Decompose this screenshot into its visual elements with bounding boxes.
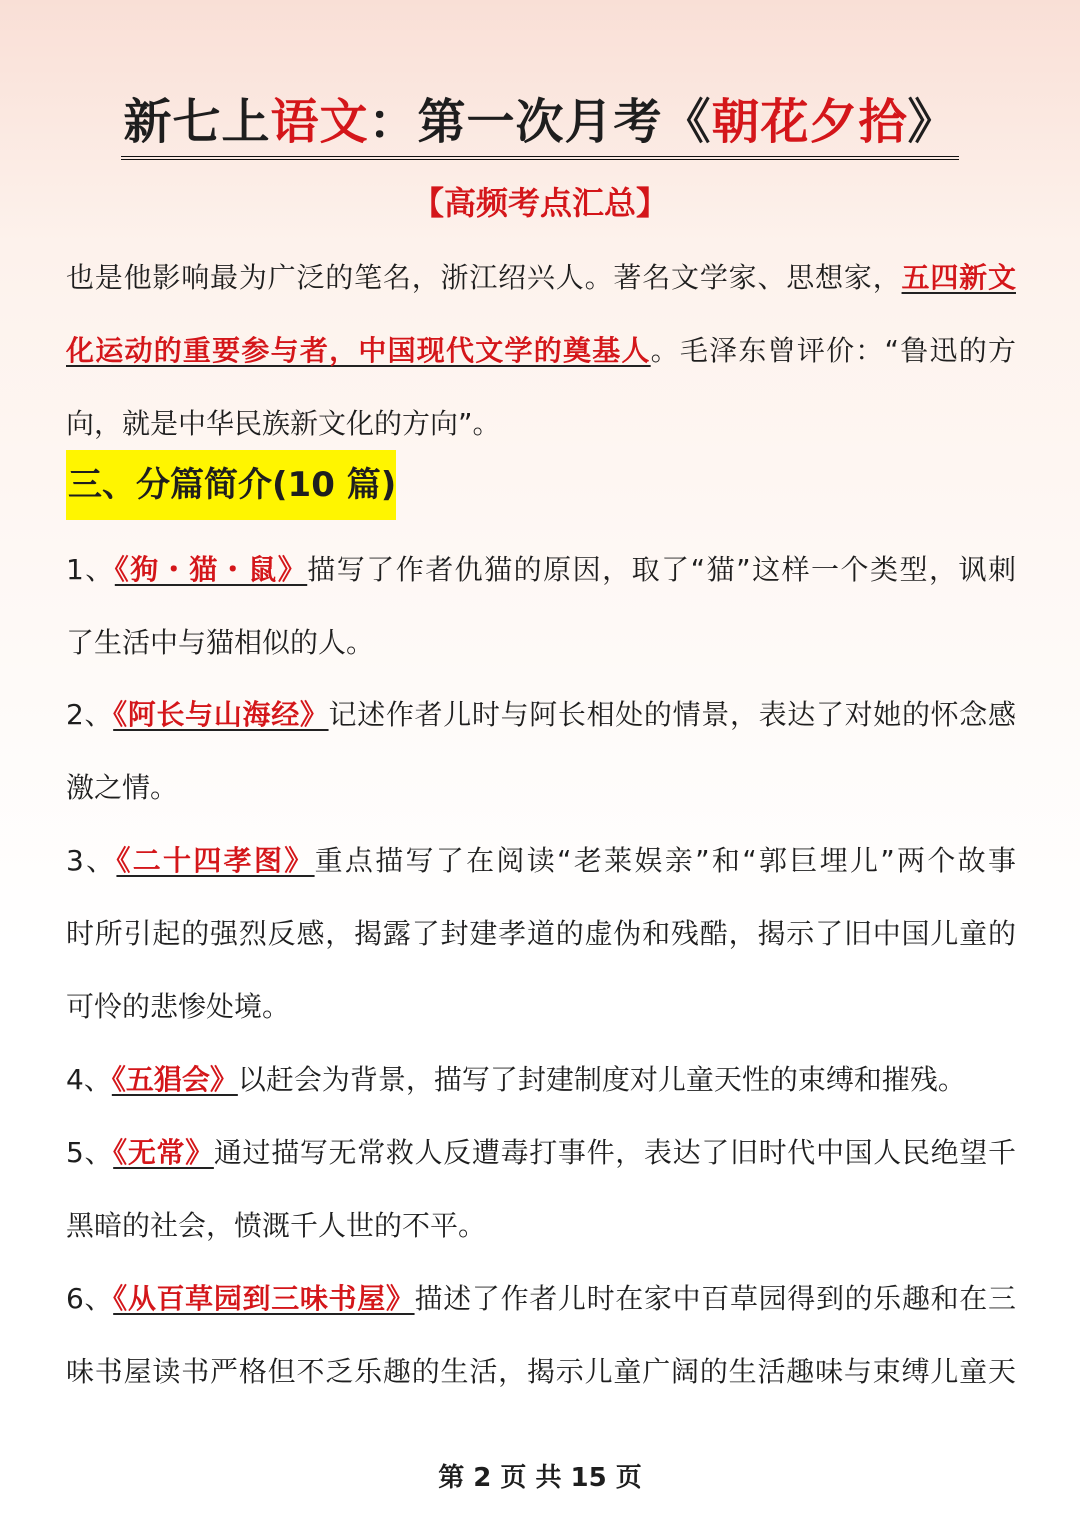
entry-text: 描述了作者儿时在家中百草园得到的乐趣和在三: [414, 1282, 1016, 1315]
entry-text: 重点描写了在阅读“老莱娱亲”和“郭巨埋儿”两个故事: [314, 844, 1016, 877]
title-part3: ：第一次月考《: [368, 94, 712, 150]
title-part2: 语文: [270, 94, 369, 150]
entry-number: 1、: [66, 553, 115, 586]
title-part5: 》: [907, 94, 957, 150]
entry-number: 4、: [66, 1063, 112, 1096]
intro-highlight-1: 五四新文: [901, 261, 1016, 294]
book-title: 《无常》: [113, 1136, 214, 1169]
entry-2-line-2: 激之情。: [66, 771, 179, 804]
intro-line-1: [66, 253, 1016, 303]
intro-line-3: 向，就是中华民族新文化的方向”。: [66, 407, 501, 440]
entry-number: 2、: [66, 698, 114, 731]
page-number: 第 2 页 共 15 页: [438, 1463, 642, 1493]
entry-6-line-1: [66, 1274, 1016, 1324]
entry-3-line-3: 可怜的悲惨处境。: [66, 990, 291, 1023]
entry-3-line-2: 时所引起的强烈反感，揭露了封建孝道的虚伪和残酷，揭示了旧中国儿童的: [66, 917, 1016, 950]
book-title: 《从百草园到三味书屋》: [113, 1282, 415, 1315]
title-part1: 新七上: [123, 94, 271, 150]
section-heading: 三、分篇简介(10 篇): [66, 450, 396, 520]
title-wrap: [0, 92, 1080, 160]
entry-text: 通过描写无常救人反遭毒打事件，表达了旧时代中国人民绝望千: [213, 1136, 1016, 1169]
book-title: 《五猖会》: [111, 1063, 238, 1096]
entry-3-line-1: [66, 836, 1016, 886]
entry-number: 6、: [66, 1282, 114, 1315]
intro-highlight-2: 化运动的重要参与者，中国现代文学的奠基人: [66, 334, 651, 367]
page-title: [121, 92, 958, 160]
entry-6-line-2: 味书屋读书严格但不乏乐趣的生活，揭示儿童广阔的生活趣味与束缚儿童天: [66, 1355, 1016, 1388]
page-subtitle: 【高频考点汇总】: [411, 184, 668, 222]
entry-1-line-1: [66, 545, 1016, 595]
book-title: 《狗・猫・鼠》: [114, 553, 308, 586]
entry-number: 3、: [66, 844, 117, 877]
entry-text: 描写了作者仇猫的原因，取了“猫”这样一个类型，讽刺: [307, 553, 1016, 586]
entry-4-line-1: [66, 1055, 1016, 1105]
entry-number: 5、: [66, 1136, 114, 1169]
intro-line-2: [66, 326, 1016, 376]
intro-text-1: 也是他影响最为广泛的笔名，浙江绍兴人。著名文学家、思想家，: [66, 261, 902, 294]
entry-text: 以赶会为背景，描写了封建制度对儿童天性的束缚和摧残。: [237, 1063, 966, 1096]
entry-1-line-2: 了生活中与猫相似的人。: [66, 626, 375, 659]
entry-2-line-1: [66, 690, 1016, 740]
title-part4: 朝花夕拾: [711, 94, 908, 150]
book-title: 《阿长与山海经》: [113, 698, 329, 731]
entry-text: 记述作者儿时与阿长相处的情景，表达了对她的怀念感: [328, 698, 1016, 731]
book-title: 《二十四孝图》: [116, 844, 315, 877]
entry-5-line-2: 黑暗的社会，愤溉千人世的不平。: [66, 1209, 487, 1242]
entry-5-line-1: [66, 1128, 1016, 1178]
intro-text-2: 。毛泽东曾评价：“鲁迅的方: [650, 334, 1016, 367]
